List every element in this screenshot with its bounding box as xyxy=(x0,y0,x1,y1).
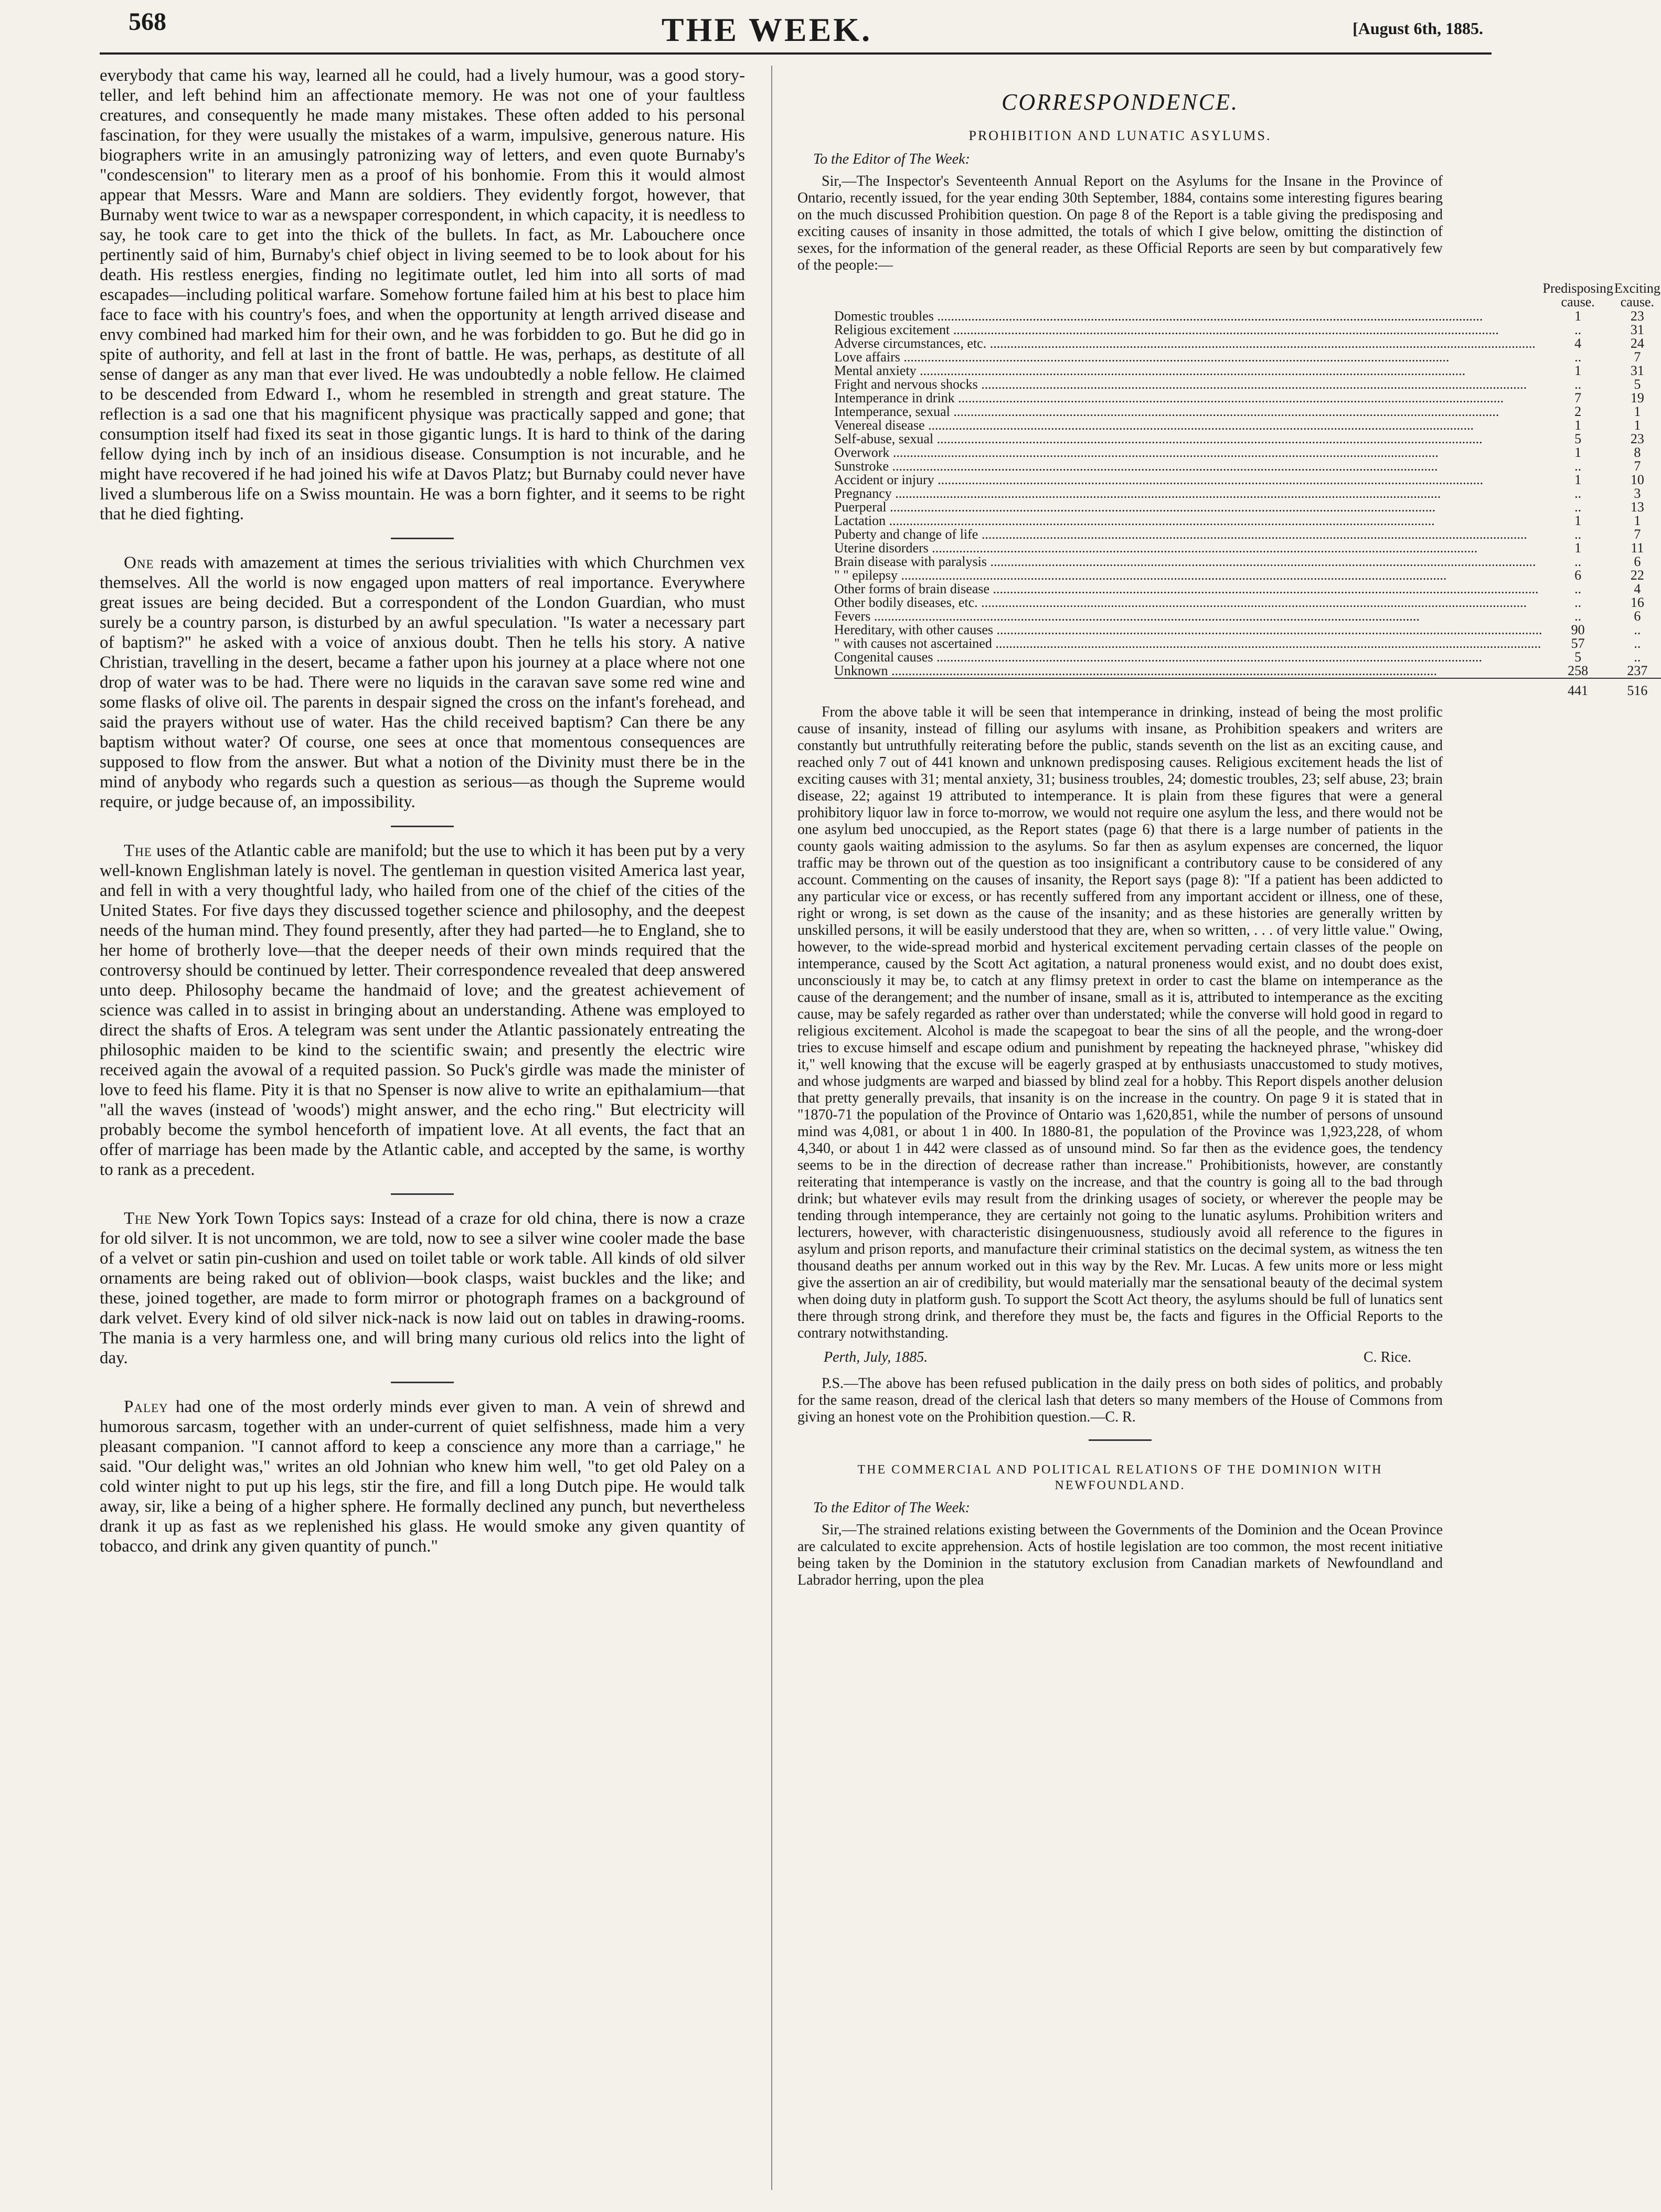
paley-text: had one of the most orderly minds ever given to man. A vein of shrewd and humorous sarcasm, together with an under-current of quiet selfishness, made him a very pleasant companion. "I cannot afford to keep a conscience any more than a carriage," he said. "Our delight was," writes an old Johnian who knew him well, "to get old Paley on a cold winter night to put up his legs, stir the fire, and fill a long Dutch pipe. He would talk away, sir, like a being of a higher sphere. He formally declined any punch, but nevertheless drank it up as fast as we replenished his glass. He would smoke any given quantity of tobacco, and drink any given quantity of punch." xyxy=(100,1397,745,1556)
letter-intro: Sir,—The Inspector's Seventeenth Annual Report on the Asylums for the Insane in the Province of Ontario, recently issued, for the year ending 30th September, 1884, contains some interesting figures bearing on the much discussed Prohibition question. On page 8 of the Report is a table giving the predisposing and exciting causes of insanity in those admitted, the totals of which I give below, omitting the distinction of sexes, for the information of the general reader, as these Official Reports are seen by but comparatively few of the people:— xyxy=(797,173,1443,273)
cause-name: Adverse circumstances, etc. ................................................................................................................................................................ xyxy=(834,336,1536,351)
exciting-count: 7 xyxy=(1634,349,1641,365)
exciting-count: 6 xyxy=(1634,554,1641,569)
predisposing-count: .. xyxy=(1574,527,1582,542)
causes-table-body xyxy=(834,309,1661,678)
table-row xyxy=(834,350,1661,364)
exciting-count: 3 xyxy=(1634,486,1641,501)
cause-name: Self-abuse, sexual ................................................................................................................................................................ xyxy=(834,431,1483,446)
predisposing-count: 5 xyxy=(1574,649,1582,665)
predisposing-count: .. xyxy=(1574,581,1582,596)
correspondence-heading: CORRESPONDENCE. xyxy=(1002,89,1239,115)
column-divider xyxy=(771,66,772,2190)
salutation: To the Editor of The Week: xyxy=(813,151,970,167)
masthead: THE WEEK. xyxy=(661,11,872,48)
exciting-count: 237 xyxy=(1627,663,1648,678)
baptism-paragraph xyxy=(100,553,745,812)
exciting-count: 8 xyxy=(1634,445,1641,460)
cause-name: Mental anxiety ................................................................................................................................................................ xyxy=(834,363,1466,378)
predisposing-count: .. xyxy=(1574,486,1582,501)
cause-name: Brain disease with paralysis ................................................................................................................................................................ xyxy=(834,554,1536,569)
letter-title: PROHIBITION AND LUNATIC ASYLUMS. xyxy=(968,128,1272,143)
cause-name: Love affairs ................................................................................................................................................................ xyxy=(834,349,1450,365)
cause-name: Religious excitement ................................................................................................................................................................ xyxy=(834,322,1499,337)
baptism-lead-word: One xyxy=(124,553,154,572)
cause-name: Other forms of brain disease ................................................................................................................................................................ xyxy=(834,581,1539,596)
burnaby-paragraph: everybody that came his way, learned all he could, had a lively humour, was a good story-teller, and left behind him an affectionate memory. He was not one of your faultless creatures, and consequently he made many mistakes. These often added to his personal fascination, for they were usually the mistakes of a warm, impulsive, generous nature. His biographers write in an amusingly patronizing way of letters, and even quote Burnaby's "condescension" to literary men as a proof of his bonhomie. From this it would almost appear that Messrs. Ware and Mann are soldiers. They evidently forgot, however, that Burnaby went twice to war as a newspaper correspondent, in which capacity, it is needless to say, he took care to get into the thick of the bullets. In fact, as Mr. Labouchere once pertinently said of him, Burnaby's chief object in living seemed to be to look about for his death. His restless energies, finding no legitimate outlet, led him into all sorts of mad escapades—including political warfare. Somehow fortune failed him at his best to place him face to face with his country's foes, and when the opportunity at length arrived disease and envy combined had marked him for their own, and he was forbidden to go. But he did go in spite of authority, and fell at last in the front of battle. He was, perhaps, as destitute of all sense of danger as any man that ever lived. He was undoubtedly a noble fellow. He claimed to be descended from Edward I., whom he resembled in strength and great stature. The reflection is a sad one that his magnificent physique was practically sapped and gone; that consumption itself had fixed its seat in those gigantic lungs. It is hard to think of the daring fellow dying inch by inch of an insidious disease. Consumption is not incurable, and he might have recovered if he had joined his wife at Davos Platz; but Burnaby could never have lived a slumberous life on a Swiss mountain. He was a born fighter, and it seems to be right that he died fighting. xyxy=(100,66,745,523)
letter-body: From the above table it will be seen that intemperance in drinking, instead of being the most prolific cause of insanity, instead of filling our asylums with insane, as Prohibition speakers and writers are constantly but untruthfully reiterating before the public, stands seventh on the list as an exciting cause, and reached only 7 out of 441 known and unknown predisposing causes. Religious excitement heads the list of exciting causes with 31; mental anxiety, 31; business troubles, 24; domestic troubles, 23; self abuse, 23; brain disease, 22; against 19 attributed to intemperance. It is plain from these figures that were a general prohibitory liquor law in force to-morrow, we would not require one asylum the less, and there would not be one asylum bed unoccupied, as the Report states (page 6) that there is a large number of patients in the county gaols waiting admission to the asylums. So far then as asylum expenses are concerned, the liquor traffic may be thrown out of the question as too insignificant a contributory cause to be considered of any account. Commenting on the causes of insanity, the Report says (page 8): "If a patient has been addicted to any particular vice or excess, or has recently suffered from any important accident or illness, one of these, right or wrong, is set down as the cause of the insanity; and as these histories are generally written by unskilled persons, it will be easily understood that they are, when so written, . . . of very little value." Owing, however, to the wide-spread morbid and hysterical excitement pervading certain classes of the people on intemperance, caused by the Scott Act agitation, a natural proneness would exist, and no doubt does exist, unconsciously it may be, to catch at any flimsy pretext in order to cast the blame on intemperance as the cause of the derangement; and the number of insane, small as it is, attributed to intemperance as the exciting cause, may be safely regarded as rather over than understated; while the converse will hold good in regard to religious excitement. Alcohol is made the scapegoat to bear the sins of all the people, and the wrong-doer tries to excuse himself and escape odium and punishment by repeating the hackneyed phrase, "whiskey did it," well knowing that the excuse will be eagerly grasped at by enthusiasts unaccustomed to study motives, and whose judgments are warped and biassed by blind zeal for a hobby. This Report dispels another delusion that pretty generally prevails, that insanity is on the increase in the country. On page 9 it is stated that in "1870-71 the population of the Province of Ontario was 1,620,851, while the number of persons of unsound mind was 4,081, or about 1 in 400. In 1880-81, the population of the Province was 1,923,228, of whom 4,340, or about 1 in 442 were classed as of unsound mind. So far then as the evidence goes, the tendency seems to be in the direction of decrease rather than increase." Prohibitionists, however, are constantly reiterating that intemperance is vastly on the increase, and that the country is going all to the bad through drink; but whatever evils may result from the drinking usages of society, or wherever the people may be tending through intemperance, they are certainly not going to the lunatic asylums. Prohibition writers and lecturers, however, with characteristic disingenuousness, studiously avoid all reference to the figures in asylum and prison reports, and manufacture their criminal statistics on the decimal system, as witness the ten thousand deaths per annum worked out in this way by the Rev. Mr. Lucas. A few units more or less might give the assertion an air of credibility, but would materially mar the sensational beauty of the decimal system when doing duty in platform gush. To support the Scott Act theory, the asylums should be full of lunatics sent there through strong drink, and therefore they must be, the facts and figures in the Official Reports to the contrary notwithstanding. xyxy=(797,704,1443,1341)
silver-paragraph xyxy=(100,1209,745,1368)
letter-place-date: Perth, July, 1885. xyxy=(824,1349,928,1365)
predisposing-count: .. xyxy=(1574,349,1582,365)
exciting-count: 31 xyxy=(1630,363,1644,378)
predisposing-count: .. xyxy=(1574,377,1582,392)
table-row xyxy=(834,555,1661,569)
predisposing-count: 5 xyxy=(1574,431,1582,446)
table-row xyxy=(834,610,1661,623)
table-header-row xyxy=(834,281,1661,309)
table-row xyxy=(834,514,1661,528)
section-rule xyxy=(391,1193,454,1195)
total-exciting: 516 xyxy=(1614,678,1661,698)
exciting-count: .. xyxy=(1634,636,1641,651)
predisposing-count: 90 xyxy=(1571,622,1585,637)
exciting-count: 1 xyxy=(1634,418,1641,433)
cause-name: Uterine disorders ................................................................................................................................................................ xyxy=(834,540,1478,555)
predisposing-count: 57 xyxy=(1571,636,1585,651)
predisposing-count: 1 xyxy=(1574,363,1582,378)
table-row xyxy=(834,487,1661,500)
cause-name: Accident or injury ................................................................................................................................................................ xyxy=(834,472,1484,487)
cause-name: Hereditary, with other causes ................................................................................................................................................................ xyxy=(834,622,1542,637)
predisposing-count: 6 xyxy=(1574,568,1582,583)
table-row xyxy=(834,405,1661,419)
exciting-count: .. xyxy=(1634,649,1641,665)
exciting-count: 10 xyxy=(1630,472,1644,487)
exciting-count: .. xyxy=(1634,622,1641,637)
baptism-text: reads with amazement at times the serious trivialities with which Churchmen vex themselves. All the world is now engaged upon matters of real importance. Everywhere great issues are being decided. But a correspondent of the London Guardian, who must surely be a country parson, is disturbed by an awful speculation. "Is water a necessary part of baptism?" he asked with a voice of anxious doubt. Then he tells his story. A native Christian, travelling in the desert, became a father upon his journey at a place where not one drop of water was to be had. There were no liquids in the caravan save some red wine and some flasks of olive oil. The parents in despair signed the cross on the infant's forehead, and said the prayers without use of water. Has the child received baptism? Can there be any baptism without water? Of course, one sees at once that momentous consequences are supposed to flow from the answer. But what a notion of the Divinity must there be in the mind of anybody who regards such a question as serious—as though the Supreme would require, or judge because of, an impossibility. xyxy=(100,553,745,811)
predisposing-count: 1 xyxy=(1574,472,1582,487)
paley-lead-word: Paley xyxy=(124,1397,168,1416)
exciting-count: 23 xyxy=(1630,431,1644,446)
table-row xyxy=(834,637,1661,650)
predisposing-count: 1 xyxy=(1574,513,1582,528)
exciting-count: 1 xyxy=(1634,404,1641,419)
section-rule xyxy=(391,538,454,539)
cause-name: Intemperance, sexual ................................................................................................................................................................ xyxy=(834,404,1499,419)
table-row xyxy=(834,623,1661,637)
letter2-salutation: To the Editor of The Week: xyxy=(813,1500,970,1516)
table-row xyxy=(834,323,1661,337)
total-predisposing: 441 xyxy=(1542,678,1613,698)
table-row xyxy=(834,569,1661,582)
table-row xyxy=(834,432,1661,446)
cause-name: Domestic troubles ................................................................................................................................................................ xyxy=(834,308,1483,324)
cause-name: Overwork ................................................................................................................................................................ xyxy=(834,445,1439,460)
letter-signoff xyxy=(824,1349,1411,1366)
table-row xyxy=(834,446,1661,460)
issue-date: [August 6th, 1885. xyxy=(1353,19,1483,38)
exciting-count: 31 xyxy=(1630,322,1644,337)
page-number: 568 xyxy=(129,8,166,36)
table-row xyxy=(834,309,1661,323)
cause-name: Lactation ................................................................................................................................................................ xyxy=(834,513,1435,528)
predisposing-count: 1 xyxy=(1574,308,1582,324)
table-row xyxy=(834,500,1661,514)
exciting-count: 7 xyxy=(1634,458,1641,474)
silver-lead-word: The xyxy=(124,1209,152,1228)
exciting-count: 19 xyxy=(1630,390,1644,405)
exciting-count: 6 xyxy=(1634,608,1641,624)
cause-name: Venereal disease ................................................................................................................................................................ xyxy=(834,418,1474,433)
cause-name: Pregnancy ................................................................................................................................................................ xyxy=(834,486,1441,501)
predisposing-count: 1 xyxy=(1574,445,1582,460)
page-header xyxy=(0,0,1534,58)
table-row xyxy=(834,460,1661,473)
postscript: P.S.—The above has been refused publication in the daily press on both sides of politics, and probably for the same reason, dread of the clerical lash that deters so many members of the House of Commons from giving an honest vote on the Prohibition question.—C. R. xyxy=(797,1375,1443,1425)
cause-name: Other bodily diseases, etc. ................................................................................................................................................................ xyxy=(834,595,1527,610)
table-row xyxy=(834,541,1661,555)
header-rule xyxy=(100,52,1492,55)
table-row xyxy=(834,337,1661,350)
predisposing-count: .. xyxy=(1574,322,1582,337)
table-row xyxy=(834,582,1661,596)
table-row xyxy=(834,473,1661,487)
exciting-header: Exciting cause. xyxy=(1614,281,1660,309)
predisposing-count: 258 xyxy=(1568,663,1589,678)
cause-name: Sunstroke ................................................................................................................................................................ xyxy=(834,458,1438,474)
predisposing-count: 2 xyxy=(1574,404,1582,419)
exciting-count: 16 xyxy=(1630,595,1644,610)
paley-paragraph xyxy=(100,1397,745,1556)
exciting-count: 24 xyxy=(1630,336,1644,351)
predisposing-count: 1 xyxy=(1574,418,1582,433)
predisposing-count: .. xyxy=(1574,499,1582,515)
cause-name: Intemperance in drink ................................................................................................................................................................ xyxy=(834,390,1504,405)
predisposing-count: 4 xyxy=(1574,336,1582,351)
cause-name: Congenital causes ................................................................................................................................................................ xyxy=(834,649,1482,665)
table-row xyxy=(834,391,1661,405)
table-row xyxy=(834,419,1661,432)
table-row xyxy=(834,596,1661,610)
cable-lead-word: The xyxy=(124,841,152,860)
cause-name: Puerperal ................................................................................................................................................................ xyxy=(834,499,1436,515)
exciting-count: 4 xyxy=(1634,581,1641,596)
cause-name: " with causes not ascertained ................................................................................................................................................................ xyxy=(834,636,1541,651)
exciting-count: 23 xyxy=(1630,308,1644,324)
section-rule xyxy=(1089,1439,1152,1441)
table-row xyxy=(834,650,1661,664)
exciting-count: 22 xyxy=(1630,568,1644,583)
cause-name: Fevers ................................................................................................................................................................ xyxy=(834,608,1420,624)
letter2-body: Sir,—The strained relations existing between the Governments of the Dominion and the Ocean Province are calculated to excite apprehension. Acts of hostile legislation are too common, the most recent initiative being taken by the Dominion in the statutory exclusion from Canadian markets of Newfoundland and Labrador herring, upon the plea xyxy=(797,1522,1443,1588)
left-column xyxy=(100,66,745,1564)
section-rule xyxy=(391,1382,454,1383)
letter2-title: THE COMMERCIAL AND POLITICAL RELATIONS OF THE DOMINION WITH NEWFOUNDLAND. xyxy=(857,1463,1383,1492)
table-row xyxy=(834,364,1661,378)
exciting-count: 5 xyxy=(1634,377,1641,392)
exciting-count: 1 xyxy=(1634,513,1641,528)
totals-row xyxy=(834,678,1661,698)
predisposing-count: .. xyxy=(1574,595,1582,610)
exciting-count: 11 xyxy=(1631,540,1644,555)
predisposing-count: .. xyxy=(1574,608,1582,624)
cause-name: Fright and nervous shocks ................................................................................................................................................................ xyxy=(834,377,1527,392)
predisposing-header: Predisposing cause. xyxy=(1542,281,1613,309)
cause-name: Puberty and change of life ................................................................................................................................................................ xyxy=(834,527,1527,542)
exciting-count: 7 xyxy=(1634,527,1641,542)
silver-text: New York Town Topics says: Instead of a craze for old china, there is now a craze for old silver. It is not uncommon, we are told, now to see a silver wine cooler made the base of a velvet or satin pin-cushion and used on toilet table or work table. All kinds of old silver ornaments are being raked out of oblivion—book clasps, waist buckles and the like; and these, joined together, are made to form mirror or photograph frames on a background of dark velvet. Every kind of old silver nick-nack is now laid out on tables in drawing-rooms. The mania is a very harmless one, and will bring many curious old relics into the light of day. xyxy=(100,1209,745,1367)
causes-table xyxy=(834,281,1661,698)
exciting-count: 13 xyxy=(1630,499,1644,515)
table-row xyxy=(834,664,1661,678)
predisposing-count: 7 xyxy=(1574,390,1582,405)
table-row xyxy=(834,378,1661,391)
predisposing-count: .. xyxy=(1574,458,1582,474)
section-rule xyxy=(391,826,454,827)
letter-signature: C. Rice. xyxy=(1364,1349,1411,1365)
table-row xyxy=(834,528,1661,541)
cable-text: uses of the Atlantic cable are manifold; but the use to which it has been put by a very well-known Englishman lately is novel. The gentleman in question visited America last year, and fell in with a very thoughtful lady, who hailed from one of the chief of the cities of the United States. For five days they discussed together science and philosophy, and the deepest needs of the human mind. They found presently, after they had parted—he to England, she to her home of brotherly love—that the deeper needs of their own minds required that the controversy should be continued by letter. Their correspondence revealed that deep answered unto deep. Philosophy became the handmaid of love; and the greatest achievement of science was called in to assist in bringing about an understanding. Athene was employed to direct the shafts of Eros. A telegram was sent under the Atlantic passionately entreating the philosophic maiden to be kind to the scientific swain; and presently the electric wire received again the avowal of a requited passion. So Puck's girdle was made the minister of love to feed his flame. Pity it is that no Spenser is now alive to write an epithalamium—that "all the waves (instead of 'woods') might answer, and the echo ring." But electricity will probably become the symbol henceforth of impatient love. At all events, the fact that an offer of marriage has been made by the Atlantic cable, and accepted by the same, is worthy to rank as a precedent. xyxy=(100,841,745,1179)
cable-paragraph xyxy=(100,841,745,1180)
predisposing-count: 1 xyxy=(1574,540,1582,555)
cause-name: Unknown ................................................................................................................................................................ xyxy=(834,663,1438,678)
predisposing-count: .. xyxy=(1574,554,1582,569)
cause-name: " " epilepsy ................................................................................................................................................................ xyxy=(834,568,1447,583)
right-column xyxy=(797,66,1660,1596)
burnaby-article xyxy=(100,66,745,524)
